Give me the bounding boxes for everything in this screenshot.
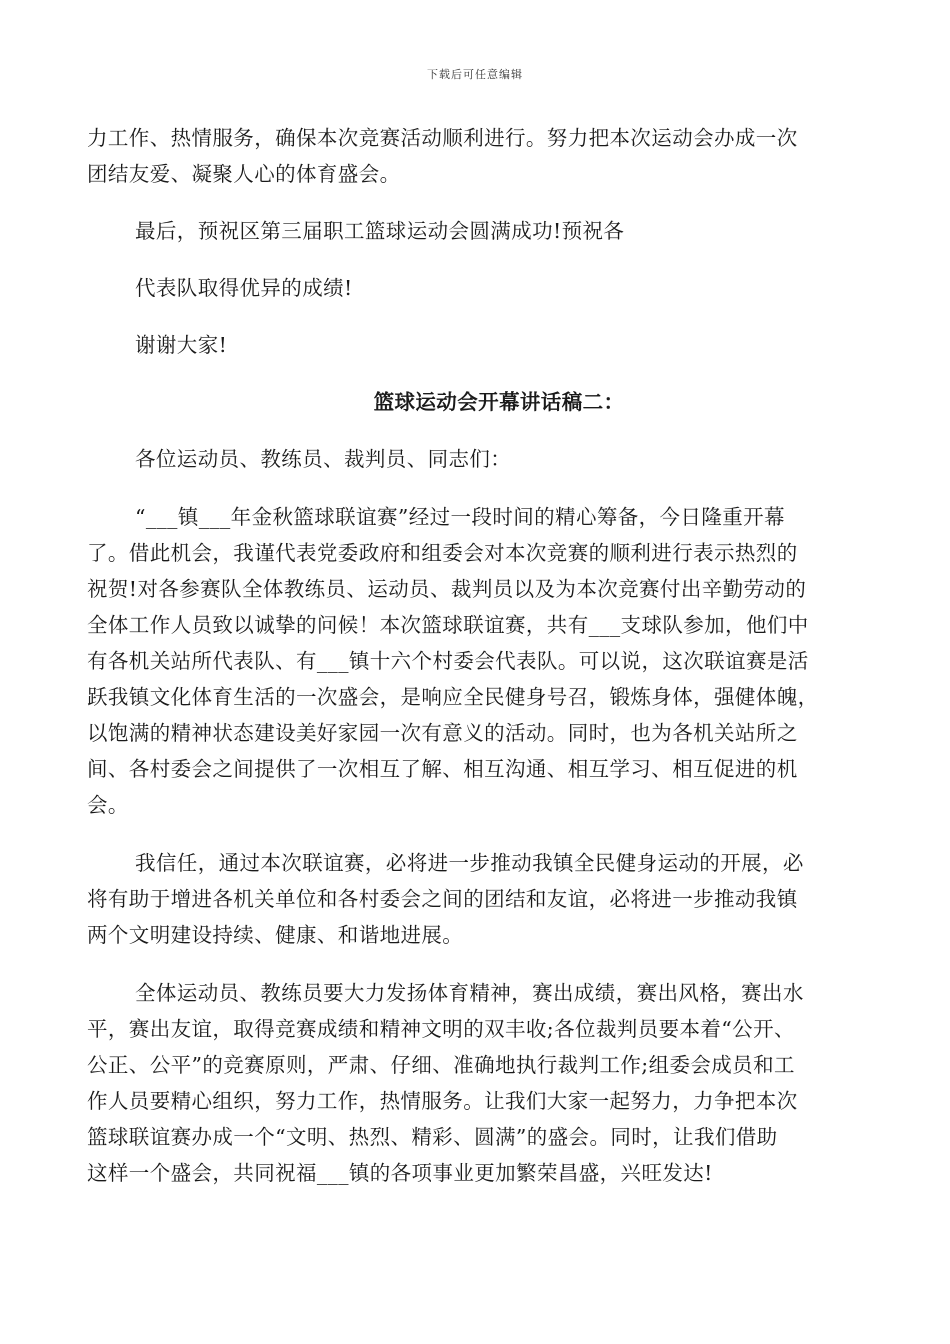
text-line: 篮球联谊赛办成一个“文明、热烈、精彩、圆满”的盛会。同时，让我们借助 [87,1125,778,1149]
text-line: 团结友爱、凝聚人心的体育盛会。 [87,162,401,186]
text-line: 公正、公平”的竞赛原则，严肃、仔细、准确地执行裁判工作;组委会成员和工 [87,1053,795,1077]
text-line: 全体工作人员致以诚挚的问候！本次篮球联谊赛，共有___支球队参加，他们中 [87,613,809,637]
text-line: 了。借此机会，我谨代表党委政府和组委会对本次竞赛的顺利进行表示热烈的 [87,541,798,565]
text-line: 有各机关站所代表队、有___镇十六个村委会代表队。可以说，这次联谊赛是活 [87,649,809,673]
text-line: 跃我镇文化体育生活的一次盛会，是响应全民健身号召，锻炼身体，强健体魄， [87,685,819,709]
text-line: 两个文明建设持续、健康、和谐地进展。 [87,923,464,947]
text-line: 间、各村委会之间提供了一次相互了解、相互沟通、相互学习、相互促进的机 [87,757,798,781]
text-line: 作人员要精心组织，努力工作，热情服务。让我们大家一起努力，力争把本次 [87,1089,798,1113]
text-line: 平，赛出友谊，取得竞赛成绩和精神文明的双丰收;各位裁判员要本着“公开、 [87,1017,795,1041]
paragraph [87,499,863,823]
text-line: 以饱满的精神状态建设美好家园一次有意义的活动。同时，也为各机关站所之 [87,721,798,745]
text-line: “___镇___年金秋篮球联谊赛”经过一段时间的精心筹备，今日隆重开幕 [135,505,785,529]
text-line: 会。 [87,793,129,817]
paragraph [87,845,863,953]
text-line: 全体运动员、教练员要大力发扬体育精神，赛出成绩，赛出风格，赛出水 [135,981,804,1005]
paragraph [87,975,863,1191]
section-title: 篮球运动会开幕讲话稿二： [373,390,625,414]
text-line: 代表队取得优异的成绩! [135,276,353,300]
text-line: 这样一个盛会，共同祝福___镇的各项事业更加繁荣昌盛，兴旺发达! [87,1161,713,1185]
page-header-note: 下载后可任意编辑 [427,68,523,81]
text-line: 最后，预祝区第三届职工篮球运动会圆满成功!预祝各 [135,219,625,243]
document-body [87,120,863,1191]
salutation: 各位运动员、教练员、裁判员、同志们： [135,447,512,471]
text-line: 我信任，通过本次联谊赛，必将进一步推动我镇全民健身运动的开展，必 [135,851,804,875]
text-line: 力工作、热情服务，确保本次竞赛活动顺利进行。努力把本次运动会办成一次 [87,126,798,150]
paragraph [87,120,863,192]
text-line: 祝贺!对各参赛队全体教练员、运动员、裁判员以及为本次竞赛付出辛勤劳动的 [87,577,807,601]
text-line: 将有助于增进各机关单位和各村委会之间的团结和友谊，必将进一步推动我镇 [87,887,798,911]
text-line: 谢谢大家! [135,333,228,357]
